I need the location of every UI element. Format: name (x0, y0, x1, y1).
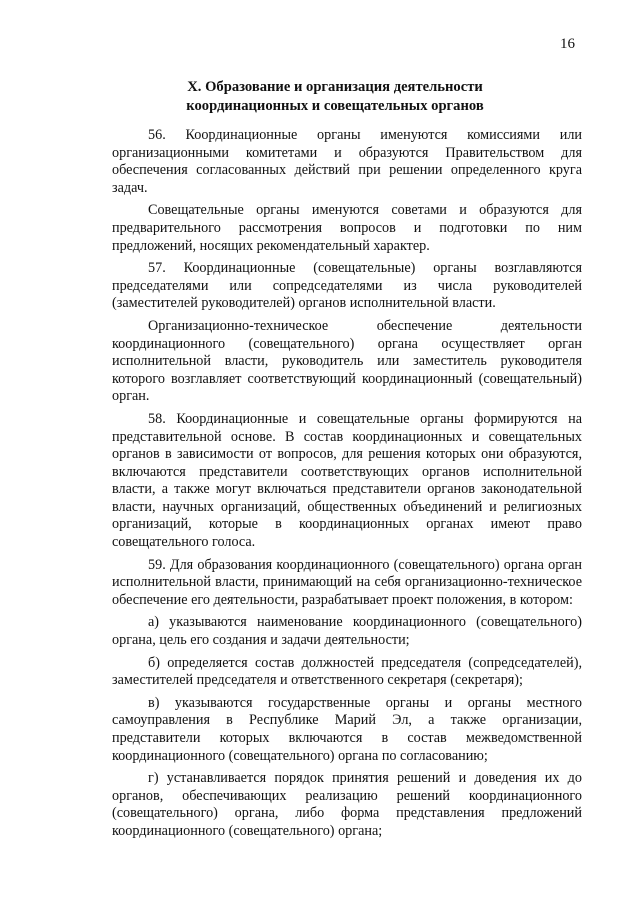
document-body (112, 127, 582, 841)
list-item-b: б) определяется состав должностей председателя (сопредседателей), заместителей председателя и ответственного секретаря (секретаря); (112, 654, 582, 689)
paragraph-57-continued: Организационно-техническое обеспечение деятельности координационного (совещательного) органа осуществляет орган исполнительной власти, руководитель или заместитель руководителя которого возглавляет соответствующий координационный (совещательный) орган. (112, 317, 582, 405)
list-item-g: г) устанавливается порядок принятия решений и доведения их до органов, обеспечивающих реализацию решений координационного (совещательного) органа, либо форма представления предложений координационного (совещательного) органа; (112, 770, 582, 839)
list-item-v: в) указываются государственные органы и органы местного самоуправления в Республике Марий Эл, а также организации, представители которых включаются в состав межведомственной координационного (совещательного) органа по согласованию; (112, 694, 582, 764)
paragraph-57: 57. Координационные (совещательные) органы возглавляются председателями или сопредседателями из числа руководителей (заместителей руководителей) органов исполнительной власти. (112, 260, 582, 312)
section-heading (80, 78, 590, 116)
section-heading-line-2: координационных и совещательных органов (186, 98, 484, 114)
page-number: 16 (560, 36, 575, 52)
section-heading-line-1: X. Образование и организация деятельности (187, 79, 483, 95)
paragraph-56: 56. Координационные органы именуются комиссиями или организационными комитетами и образуются Правительством для обеспечения согласованных действий при решении определенного круга задач. (112, 127, 582, 196)
paragraph-59: 59. Для образования координационного (совещательного) органа орган исполнительной власти, принимающий на себя организационно-техническое обеспечение его деятельности, разрабатывает проект положения, в котором: (112, 556, 582, 608)
paragraph-58: 58. Координационные и совещательные органы формируются на представительной основе. В состав координационных и совещательных органов в зависимости от вопросов, для решения которых они образуются, включаются представители соответствующих органов исполнительной власти, а также могут включаться представители органов законодательной власти, научных организаций, общественных объединений и религиозных организаций, которые в координационных органах имеют право совещательного голоса. (112, 410, 582, 551)
list-item-a: а) указываются наименование координационного (совещательного) органа, цель его создания и задачи деятельности; (112, 614, 582, 649)
paragraph-56-continued: Совещательные органы именуются советами и образуются для предварительного рассмотрения вопросов и подготовки по ним предложений, носящих рекомендательный характер. (112, 202, 582, 254)
